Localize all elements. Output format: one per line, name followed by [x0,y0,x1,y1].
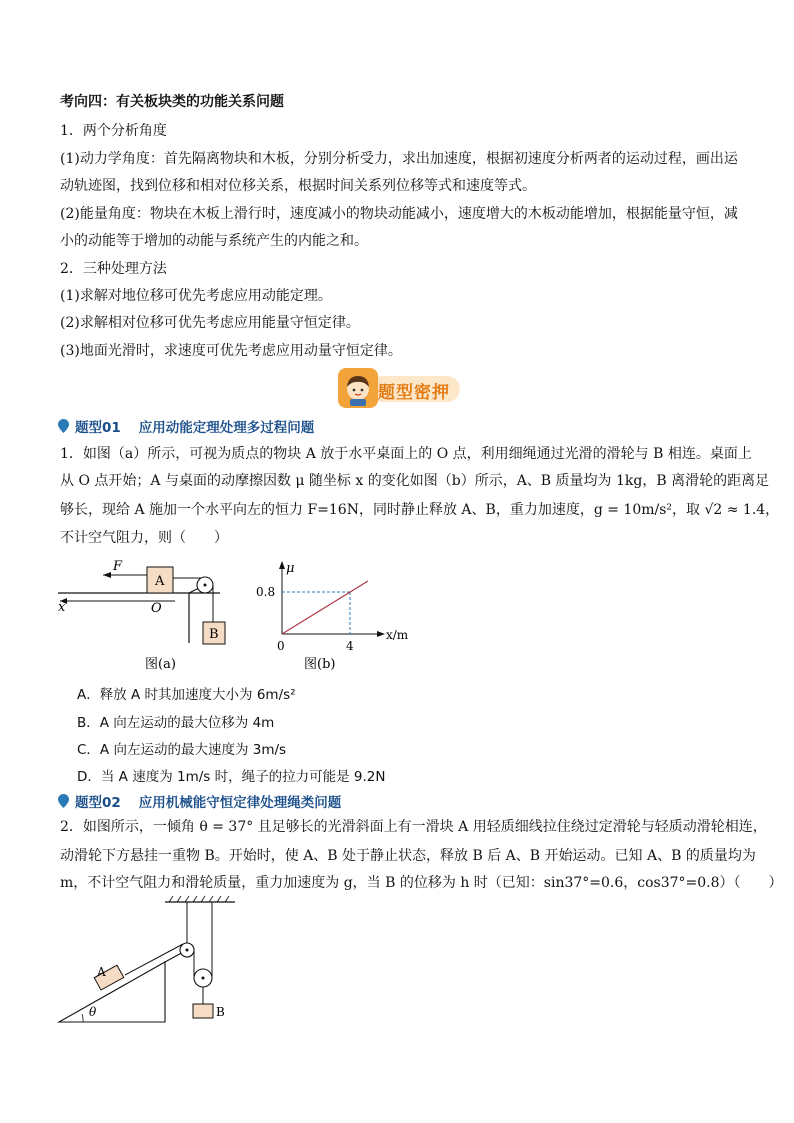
q1-line1: 1．如图（a）所示，可视为质点的物块 A 放于水平桌面上的 O 点，利用细绳通过光滑的滑轮与 B 相连。桌面上 [60,446,752,462]
paragraph-energy-line2: 小的动能等于增加的动能与系统产生的内能之和。 [60,233,368,249]
method-3: (3)地面光滑时，求速度可优先考虑应用动量守恒定律。 [60,343,402,359]
location-pin-icon [58,419,69,433]
type-title: 应用动能定理处理多过程问题 [138,420,315,436]
question-type-banner [338,368,460,408]
q2-line1: 2．如图所示，一倾角 θ = 37° 且足够长的光滑斜面上有一滑块 A 用轻质细线拉住绕过定滑轮与轻质动滑轮相连， [60,819,767,835]
student-avatar-icon [338,368,378,408]
paragraph-dynamics-line2: 动轨迹图，找到位移和相对位移关系，根据时间关系列位移等式和速度等式。 [60,178,536,194]
graph-x-tick: 4 [346,639,354,653]
option-a[interactable]: A．释放 A 时其加速度大小为 6m/s² [77,687,296,703]
figure-b [256,558,418,676]
q2-line3: m，不计空气阻力和滑轮质量，重力加速度为 g，当 B 的位移为 h 时（已知：sin37°=0.6，cos37°=0.8）（ ） [60,875,783,891]
mu-line [282,581,368,634]
graph-x-arrow [377,631,385,637]
figure-b-caption: 图(b) [304,657,336,672]
force-label: F [113,559,123,574]
q2-line2: 动滑轮下方悬挂一重物 B。开始时，使 A、B 处于静止状态，释放 B 后 A、B 开始运动。已知 A、B 的质量均为 [60,848,756,864]
fixed-pulley-axle [186,949,189,952]
graph-y-arrow [279,561,285,569]
paragraph-dynamics-line1: (1)动力学角度：首先隔离物块和木板，分别分析受力，求出加速度，根据初速度分析两者的运动过程，画出运 [60,151,738,167]
paragraph-energy-line1: (2)能量角度：物块在木板上滑行时，速度减小的物块动能减小，速度增大的木板动能增加，根据能量守恒，减 [60,206,738,222]
force-arrowhead [103,572,111,578]
graph-x-label: x/m [386,628,409,642]
type-label: 题型02 [75,795,121,811]
type-heading-02 [58,791,341,811]
option-d[interactable]: D．当 A 速度为 1m/s 时，绳子的拉力可能是 9.2N [77,769,386,785]
paragraph-heading-2: 2．三种处理方法 [60,261,167,277]
method-1: (1)求解对地位移可优先考虑应用动能定理。 [60,288,332,304]
type-title: 应用机械能守恒定律处理绳类问题 [138,795,342,811]
q1-line4: 不计空气阻力，则（ ） [60,530,228,546]
block-a-label: A [155,574,165,589]
q1-line2: 从 O 点开始；A 与桌面的动摩擦因数 μ 随坐标 x 的变化如图（b）所示，A、B 质量均为 1kg，B 离滑轮的距离足 [60,473,770,489]
origin-label: O [151,601,162,616]
banner-text: 题型密押 [378,383,450,403]
figure-2 [55,896,255,1026]
graph-y-tick: 0.8 [256,585,276,599]
figure-a-caption: 图(a) [145,657,176,672]
theta-label: θ [89,1005,97,1019]
movable-pulley-axle [202,977,205,980]
type-heading-01 [58,416,314,436]
graph-y-label: μ [286,561,295,576]
section-title: 考向四：有关板块类的功能关系问题 [60,94,284,110]
option-b[interactable]: B．A 向左运动的最大位移为 4m [77,715,275,731]
pulley-axle [204,584,207,587]
paragraph-heading-1: 1．两个分析角度 [60,123,167,139]
location-pin-icon [58,794,69,808]
block-b-label: B [216,1005,225,1019]
graph-origin: 0 [277,639,285,653]
method-2: (2)求解相对位移可优先考虑应用能量守恒定律。 [60,315,360,331]
figure-a [55,558,235,676]
block-b-label: B [209,627,219,642]
block-a-label: A [97,965,106,979]
x-label: x [58,600,66,615]
type-label: 题型01 [75,420,121,436]
q1-line3: 够长，现给 A 施加一个水平向左的恒力 F=16N，同时静止释放 A、B，重力加速度，g = 10m/s²，取 √2 ≈ 1.4， [60,502,780,518]
block-b [193,1004,213,1018]
ceiling-hatch [169,896,229,902]
option-c[interactable]: C．A 向左运动的最大速度为 3m/s [77,742,287,758]
